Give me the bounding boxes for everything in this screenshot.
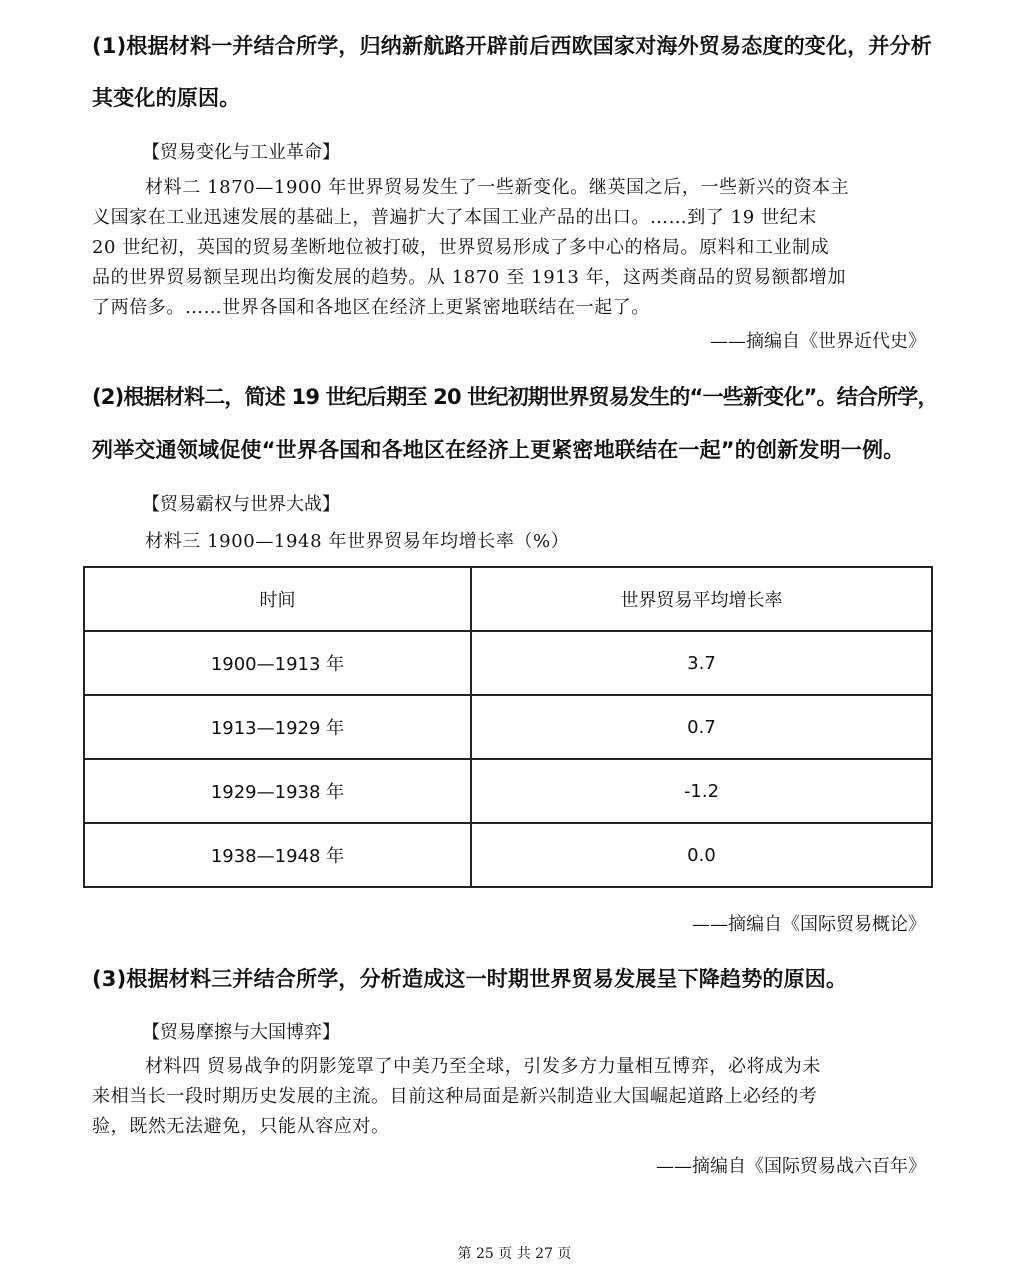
table-row: [84, 823, 932, 887]
table-cell-rate: -1.2: [471, 759, 932, 823]
material-2-line-3: 20 世纪初，英国的贸易垄断地位被打破，世界贸易形成了多中心的格局。原料和工业制成: [92, 237, 830, 258]
material-3-caption: 材料三 1900—1948 年世界贸易年均增长率（%）: [145, 531, 570, 552]
table-cell-period: 1913—1929 年: [84, 695, 471, 759]
material-4-line-1: 材料四 贸易战争的阴影笼罩了中美乃至全球，引发多方力量相互博弈，必将成为未: [145, 1056, 821, 1077]
table-cell-rate: 0.7: [471, 695, 932, 759]
table-cell-period: 1900—1913 年: [84, 631, 471, 695]
question-1-line-2: 其变化的原因。: [92, 86, 241, 110]
growth-rate-table: [83, 566, 933, 888]
table-header-row: [84, 567, 932, 631]
table-cell-period: 1938—1948 年: [84, 823, 471, 887]
table-row: [84, 695, 932, 759]
table-header-cell: 世界贸易平均增长率: [471, 567, 932, 631]
question-2-line-2: 列举交通领域促使“世界各国和各地区在经济上更紧密地联结在一起”的创新发明一例。: [92, 438, 905, 462]
table-header-cell: 时间: [84, 567, 471, 631]
material-2-line-4: 品的世界贸易额呈现出均衡发展的趋势。从 1870 至 1913 年，这两类商品的贸易额都增加: [92, 267, 847, 288]
material-4-line-2: 来相当长一段时期历史发展的主流。目前这种局面是新兴制造业大国崛起道路上必经的考: [92, 1086, 818, 1107]
material-2-line-1: 材料二 1870—1900 年世界贸易发生了一些新变化。继英国之后，一些新兴的资本主: [145, 177, 850, 198]
material-2-line-5: 了两倍多。……世界各国和各地区在经济上更紧密地联结在一起了。: [92, 297, 650, 318]
material-3-source: ——摘编自《国际贸易概论》: [692, 914, 926, 935]
question-2-line-1: (2)根据材料二，简述 19 世纪后期至 20 世纪初期世界贸易发生的“一些新变化”。结合所学，: [92, 385, 938, 409]
question-1-line-1: (1)根据材料一并结合所学，归纳新航路开辟前后西欧国家对海外贸易态度的变化，并分析: [92, 34, 933, 58]
section-4-heading: 【贸易摩擦与大国博弈】: [142, 1022, 340, 1043]
section-3-heading: 【贸易霸权与世界大战】: [142, 494, 340, 515]
section-2-heading: 【贸易变化与工业革命】: [142, 142, 340, 163]
material-4-source: ——摘编自《国际贸易战六百年》: [656, 1156, 926, 1177]
table-row: [84, 759, 932, 823]
table-cell-rate: 0.0: [471, 823, 932, 887]
table-cell-rate: 3.7: [471, 631, 932, 695]
material-2-source: ——摘编自《世界近代史》: [710, 331, 926, 352]
table-cell-period: 1929—1938 年: [84, 759, 471, 823]
table-row: [84, 631, 932, 695]
material-2-line-2: 义国家在工业迅速发展的基础上，普遍扩大了本国工业产品的出口。……到了 19 世纪末: [92, 207, 817, 228]
question-3-line-1: (3)根据材料三并结合所学，分析造成这一时期世界贸易发展呈下降趋势的原因。: [92, 967, 848, 991]
material-4-line-3: 验，既然无法避免，只能从容应对。: [92, 1116, 390, 1137]
page-number: 第 25 页 共 27 页: [457, 1246, 572, 1262]
